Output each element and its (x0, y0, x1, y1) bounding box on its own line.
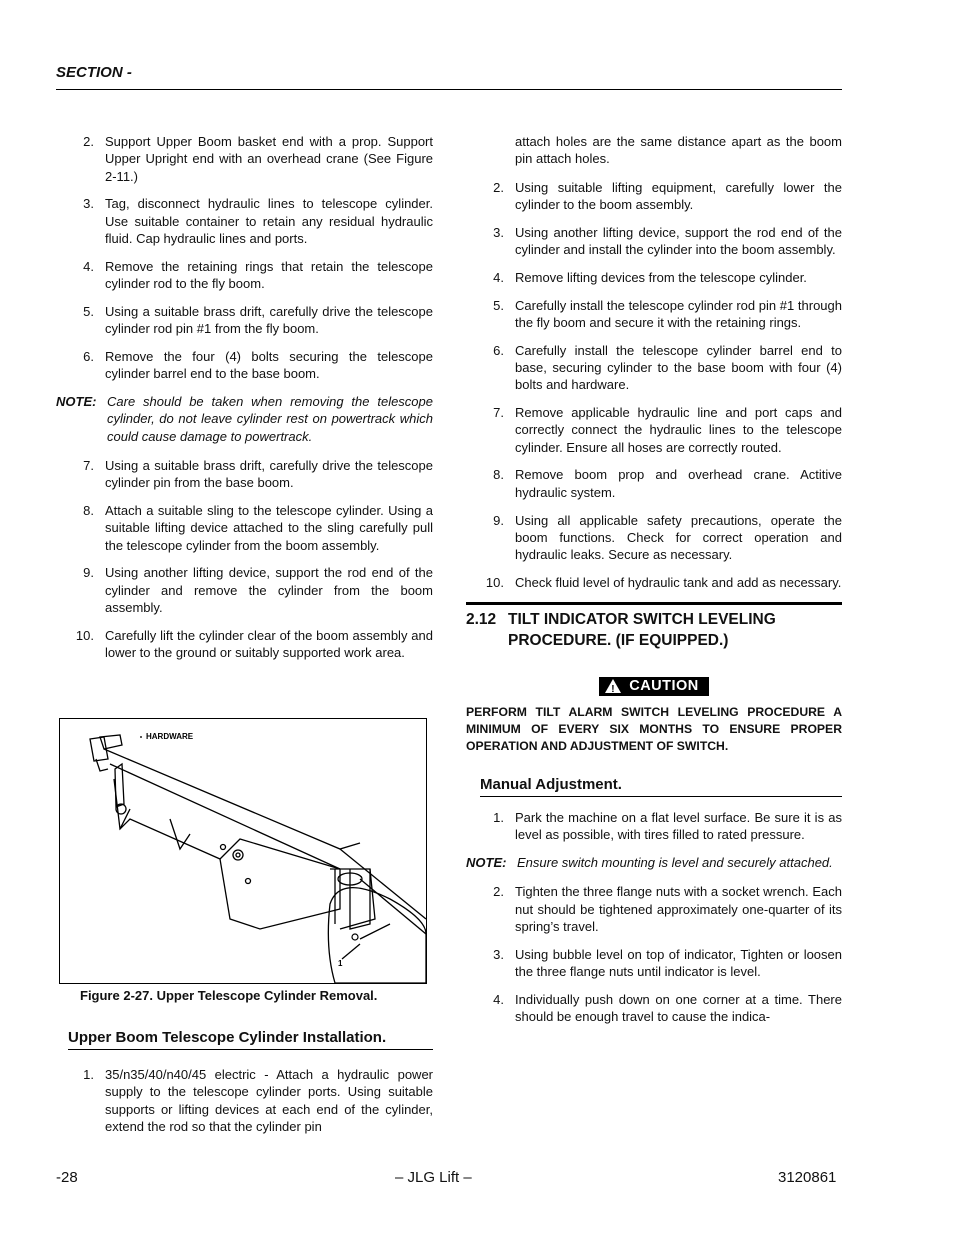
list-item (56, 457, 433, 492)
step-number: 3. (493, 224, 504, 240)
step-number: 7. (493, 405, 504, 421)
step-text: Individually push down on one corner at a time. There should be enough travel to cause the indica- (515, 991, 842, 1025)
figure-box (59, 718, 427, 984)
step-text: Remove the four (4) bolts securing the telescope cylinder barrel end to the base boom. (105, 348, 433, 382)
step-number: 5. (493, 297, 504, 313)
caution-text: PERFORM TILT ALARM SWITCH LEVELING PROCEDURE A MINIMUM OF EVERY SIX MONTHS TO ENSURE PROPER OPERATION AND ADJUSTMENT OF SWITCH. (466, 704, 842, 754)
left-column (56, 133, 433, 672)
caution-label: CAUTION (629, 677, 699, 694)
section-heading (466, 609, 842, 651)
step-text: Support Upper Boom basket end with a prop. Support Upper Upright end with an overhead crane (See Figure 2-11.) (105, 134, 433, 184)
continued-text: attach holes are the same distance apart as the boom pin attach holes. (515, 134, 842, 167)
step-text: Remove applicable hydraulic line and port caps and correctly connect the hydraulic lines to the telescope cylinder. Ensure all hoses are correctly routed. (515, 405, 842, 455)
step-text: Using another lifting device, support the rod end of the cylinder and remove the cylinder from the boom assembly. (105, 565, 433, 616)
doc-number: 3120861 (778, 1169, 837, 1186)
step-number: 2. (493, 884, 504, 900)
note-label: NOTE: (56, 394, 97, 410)
caution-banner (466, 677, 842, 698)
section-header: SECTION - (56, 64, 132, 81)
list-item (466, 466, 842, 501)
step-text: Attach a suitable sling to the telescope cylinder. Using a suitable lifting device attached to the sling carefully pull the telescope cylinder from the boom assembly. (105, 503, 433, 553)
list-item (466, 574, 842, 591)
note-left (56, 393, 433, 445)
step-text: Tighten the three flange nuts with a socket wrench. Each nut should be tightened approximately one-quarter of its spring’s travel. (515, 884, 842, 934)
list-item (466, 179, 842, 214)
note-text: Ensure switch mounting is level and securely attached. (517, 854, 833, 870)
list-item (56, 195, 433, 247)
step-number: 9. (493, 512, 504, 528)
list-item (466, 809, 842, 844)
step-number: 10. (75, 627, 94, 643)
list-item (56, 258, 433, 293)
removal-steps-b (56, 457, 433, 661)
step-number: 7. (83, 457, 94, 473)
list-item (466, 512, 842, 564)
note-label: NOTE: (466, 854, 507, 870)
step-number: 1. (493, 809, 504, 825)
step-number: 8. (493, 467, 504, 483)
header-rule (56, 89, 842, 90)
step-text: Remove lifting devices from the telescope cylinder. (515, 269, 807, 285)
step-text: Park the machine on a flat level surface. Be sure it is as level as possible, with tires filled to rated pressure. (515, 809, 842, 843)
step-text: Using bubble level on top of indicator, Tighten or loosen the three flange nuts until indicator is level. (515, 946, 842, 979)
step-text: Tag, disconnect hydraulic lines to telescope cylinder. Use suitable container to retain any residual hydraulic fluid. Cap hydraulic lines and ports. (105, 196, 433, 246)
step-number: 6. (83, 348, 94, 364)
list-item (56, 303, 433, 338)
step-number: 6. (493, 342, 504, 358)
step-text: Using another lifting device, support the rod end of the cylinder and install the cylinder into the boom assembly. (515, 224, 842, 257)
manual-steps (466, 883, 842, 1025)
step-number: 5. (83, 303, 94, 319)
step-number: 3. (493, 946, 504, 962)
list-item (56, 502, 433, 554)
step-text: 35/n35/40/n40/45 electric - Attach a hydraulic power supply to the telescope cylinder ports. Using suitable supports or lifting devices at each end of the cylinder, extend the rod so that the cylinder pin (105, 1067, 433, 1134)
step-number: 4. (493, 991, 504, 1007)
list-item (56, 1066, 433, 1135)
list-item (466, 269, 842, 286)
step-text: Carefully install the telescope cylinder barrel end to base, securing cylinder to the base boom with four (4) bolts and hardware. (515, 342, 842, 393)
install-steps (56, 1066, 433, 1146)
step-text: Using a suitable brass drift, carefully drive the telescope cylinder pin from the base boom. (105, 457, 433, 491)
step-text: Remove boom prop and overhead crane. Actitive hydraulic system. (515, 467, 842, 500)
footer-brand: – JLG Lift – (395, 1169, 472, 1186)
step-number: 3. (83, 196, 94, 212)
installation-steps (466, 179, 842, 592)
figure-caption: Figure 2-27. Upper Telescope Cylinder Removal. (80, 988, 378, 1003)
list-item (466, 883, 842, 935)
manual-subheading: Manual Adjustment. (480, 776, 842, 797)
step-number: 8. (83, 503, 94, 519)
page-number: -28 (56, 1169, 78, 1186)
removal-steps-a (56, 133, 433, 383)
list-item (466, 224, 842, 259)
section-number: 2.12 (466, 610, 497, 628)
figure-label-hardware: HARDWARE (146, 732, 194, 741)
warning-icon: ! (605, 679, 621, 693)
caution-badge (599, 677, 709, 696)
step-text: Remove the retaining rings that retain the telescope cylinder rod to the fly boom. (105, 258, 433, 292)
section-rule (466, 602, 842, 605)
step-text: Using a suitable brass drift, carefully drive the telescope cylinder rod pin #1 from the fly boom. (105, 303, 433, 337)
step-number: 4. (83, 258, 94, 274)
step-number: 4. (493, 269, 504, 285)
right-column (466, 133, 842, 1036)
list-item (466, 946, 842, 981)
step-text: Using all applicable safety precautions, operate the boom functions. Check for correct operation and hydraulic leaks. Secure as necessary. (515, 512, 842, 563)
list-item (56, 348, 433, 383)
step-number: 10. (485, 574, 504, 590)
boom-illustration (60, 719, 426, 983)
list-item (466, 404, 842, 456)
step-text: Check fluid level of hydraulic tank and add as necessary. (515, 574, 842, 590)
install-subheading: Upper Boom Telescope Cylinder Installation. (68, 1029, 433, 1050)
step-number: 1. (83, 1067, 94, 1082)
list-item (466, 991, 842, 1026)
list-item (56, 627, 433, 662)
step-number: 2. (83, 134, 94, 149)
list-item (56, 564, 433, 616)
figure-label-1: 1 (338, 959, 343, 968)
list-item (466, 342, 842, 394)
list-item (56, 133, 433, 185)
step-text: Using suitable lifting equipment, carefully lower the cylinder to the boom assembly. (515, 179, 842, 212)
note-right (466, 854, 842, 871)
step-number: 2. (493, 179, 504, 195)
step-text: Carefully install the telescope cylinder rod pin #1 through the fly boom and secure it with the retaining rings. (515, 297, 842, 330)
step-number: 9. (83, 565, 94, 581)
note-text: Care should be taken when removing the telescope cylinder, do not leave cylinder rest on powertrack which could cause damage to powertrack. (107, 394, 433, 444)
list-item (466, 297, 842, 332)
section-title: TILT INDICATOR SWITCH LEVELING PROCEDURE. (IF EQUIPPED.) (508, 610, 776, 649)
step-text: Carefully lift the cylinder clear of the boom assembly and lower to the ground or suitably supported work area. (105, 627, 433, 661)
